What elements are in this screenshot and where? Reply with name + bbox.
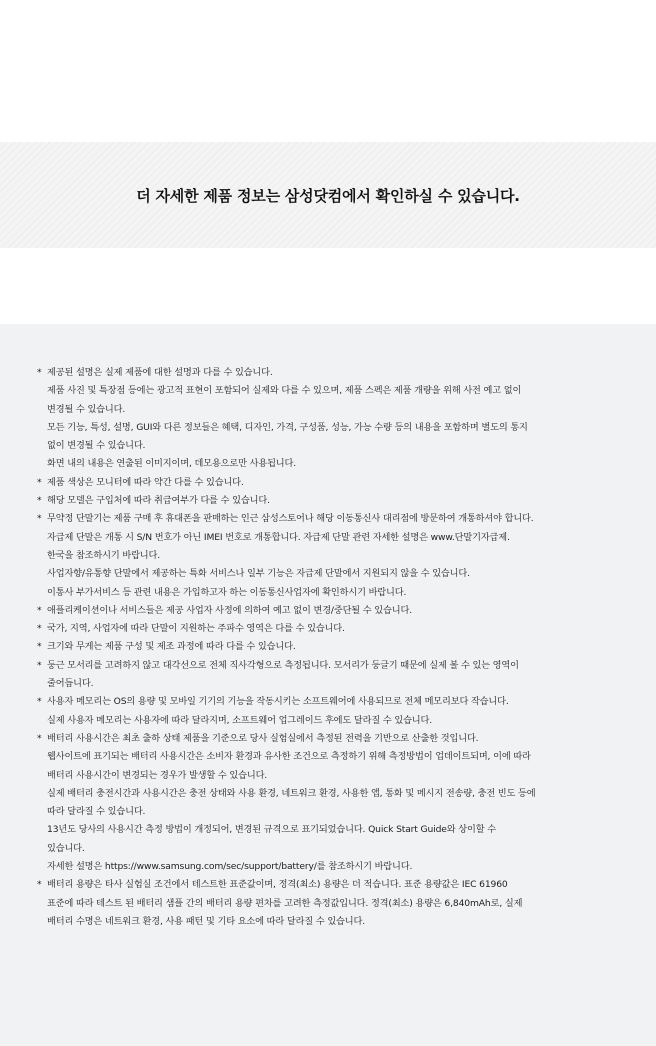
disclaimer-text-line: 표준에 따라 테스트 된 배터리 샘플 간의 배터리 용량 편차를 고려한 측정값입니다. 정격(최소) 용량은 6,840mAh로, 실제: [47, 897, 523, 909]
spacer: [0, 248, 656, 324]
disclaimer-text-line: 배터리 용량은 타사 실험실 조건에서 테스트한 표준값이며, 정격(최소) 용량은 더 적습니다. 표준 용량값은 IEC 61960: [47, 879, 508, 891]
disclaimer-text-line: 사용자 메모리는 OS의 용량 및 모바일 기기의 기능을 작동시키는 소프트웨어에 사용되므로 전체 메모리보다 작습니다.: [47, 696, 509, 708]
disclaimer-text-line: 무약정 단말기는 제품 구매 후 휴대폰을 판매하는 인근 삼성스토어나 해당 이동통신사 대리점에 방문하여 개통하셔야 합니다.: [47, 513, 534, 525]
asterisk-bullet: *: [37, 623, 42, 635]
disclaimer-text-line: 국가, 지역, 사업자에 따라 단말이 지원하는 주파수 영역은 다를 수 있습니다.: [47, 623, 345, 635]
asterisk-bullet: *: [37, 476, 42, 488]
disclaimer-text-line: 실제 배터리 충전시간과 사용시간은 충전 상태와 사용 환경, 네트워크 환경, 사용한 앱, 통화 및 메시지 전송량, 충전 빈도 등에: [47, 787, 536, 799]
disclaimer-item: [37, 364, 636, 474]
disclaimer-item: [37, 474, 636, 492]
disclaimer-item: [37, 657, 636, 694]
asterisk-bullet: *: [37, 641, 42, 653]
asterisk-bullet: *: [37, 879, 42, 891]
disclaimer-text-line: 제공된 설명은 실제 제품에 대한 설명과 다를 수 있습니다.: [47, 367, 273, 378]
asterisk-bullet: *: [37, 513, 42, 525]
disclaimer-text-line: 배터리 수명은 네트워크 환경, 사용 패턴 및 기타 요소에 따라 달라질 수 있습니다.: [47, 915, 365, 927]
disclaimer-text-line: 제품 색상은 모니터에 따라 약간 다를 수 있습니다.: [47, 476, 244, 488]
disclaimer-item: [37, 730, 636, 876]
top-whitespace: [0, 0, 656, 142]
asterisk-bullet: *: [37, 659, 42, 671]
disclaimer-list: [37, 364, 636, 931]
disclaimer-text-line: 사업자향/유통향 단말에서 제공하는 특화 서비스나 일부 기능은 자급제 단말에서 지원되지 않을 수 있습니다.: [47, 568, 470, 580]
disclaimer-text-line: 해당 모델은 구입처에 따라 취급여부가 다를 수 있습니다.: [47, 495, 270, 507]
disclaimer-text-line: 실제 사용자 메모리는 사용자에 따라 달라지며, 소프트웨어 업그레이드 후에도 달라질 수 있습니다.: [47, 714, 433, 726]
info-banner: [0, 142, 656, 248]
asterisk-bullet: *: [37, 495, 42, 507]
disclaimer-text-line: 애플리케이션이나 서비스들은 제공 사업자 사정에 의하여 예고 없이 변경/중단될 수 있습니다.: [47, 604, 412, 616]
disclaimer-text-line: 웹사이트에 표기되는 배터리 사용시간은 소비자 환경과 유사한 조건으로 측정하기 위해 측정방법이 업데이트되며, 이에 따라: [47, 751, 531, 763]
disclaimer-text-line: 자세한 설명은 https://www.samsung.com/sec/support/battery/를 참조하시기 바랍니다.: [47, 861, 413, 873]
disclaimer-text-line: 크기와 무게는 제품 구성 및 제조 과정에 따라 다를 수 있습니다.: [47, 641, 296, 653]
disclaimer-text-line: 변경될 수 있습니다.: [47, 403, 126, 415]
disclaimer-item: [37, 638, 636, 656]
asterisk-bullet: *: [37, 604, 42, 616]
disclaimer-text-line: 13년도 당사의 사용시간 측정 방법이 개정되어, 변경된 규격으로 표기되었습니다. Quick Start Guide와 상이할 수: [47, 824, 496, 836]
disclaimer-text-line: 있습니다.: [47, 842, 85, 854]
disclaimer-text-line: 제품 사진 및 특장점 등에는 광고적 표현이 포함되어 실제와 다를 수 있으며, 제품 스펙은 제품 개량을 위해 사전 예고 없이: [47, 385, 522, 397]
disclaimer-text-line: 줄어듭니다.: [47, 678, 94, 690]
disclaimer-item: [37, 693, 636, 730]
disclaimer-section: [0, 324, 656, 1046]
asterisk-bullet: *: [37, 732, 42, 744]
disclaimer-item: [37, 620, 636, 638]
disclaimer-item: [37, 876, 636, 931]
asterisk-bullet: *: [37, 367, 42, 378]
disclaimer-item: [37, 510, 636, 601]
disclaimer-text-line: 배터리 사용시간은 최초 출하 상태 제품을 기준으로 당사 실험실에서 측정된 전력을 기반으로 산출한 것입니다.: [47, 732, 479, 744]
disclaimer-item: [37, 492, 636, 510]
disclaimer-text-line: 화면 내의 내용은 연출된 이미지이며, 데모용으로만 사용됩니다.: [47, 458, 297, 470]
disclaimer-text-line: 모든 기능, 특성, 설명, GUI와 다른 정보들은 혜택, 디자인, 가격, 구성품, 성능, 가능 수량 등의 내용을 포함하며 별도의 통지: [47, 421, 528, 433]
asterisk-bullet: *: [37, 696, 42, 708]
disclaimer-text-line: 이통사 부가서비스 등 관련 내용은 가입하고자 하는 이동통신사업자에 확인하시기 바랍니다.: [47, 586, 407, 598]
disclaimer-text-line: 둥근 모서리를 고려하지 않고 대각선으로 전체 직사각형으로 측정됩니다. 모서리가 둥글기 때문에 실제 볼 수 있는 영역이: [47, 659, 519, 671]
disclaimer-text-line: 자급제 단말은 개통 시 S/N 번호가 아닌 IMEI 번호로 개통합니다. 자급제 단말 관련 자세한 설명은 www.단말기자급제.: [47, 531, 510, 543]
disclaimer-text-line: 한국을 참조하시기 바랍니다.: [47, 549, 161, 561]
disclaimer-text-line: 따라 달라질 수 있습니다.: [47, 806, 146, 818]
disclaimer-item: [37, 602, 636, 620]
disclaimer-text-line: 없이 변경될 수 있습니다.: [47, 440, 146, 452]
disclaimer-text-line: 배터리 사용시간이 변경되는 경우가 발생할 수 있습니다.: [47, 769, 268, 781]
banner-title: 더 자세한 제품 정보는 삼성닷컴에서 확인하실 수 있습니다.: [136, 186, 520, 205]
